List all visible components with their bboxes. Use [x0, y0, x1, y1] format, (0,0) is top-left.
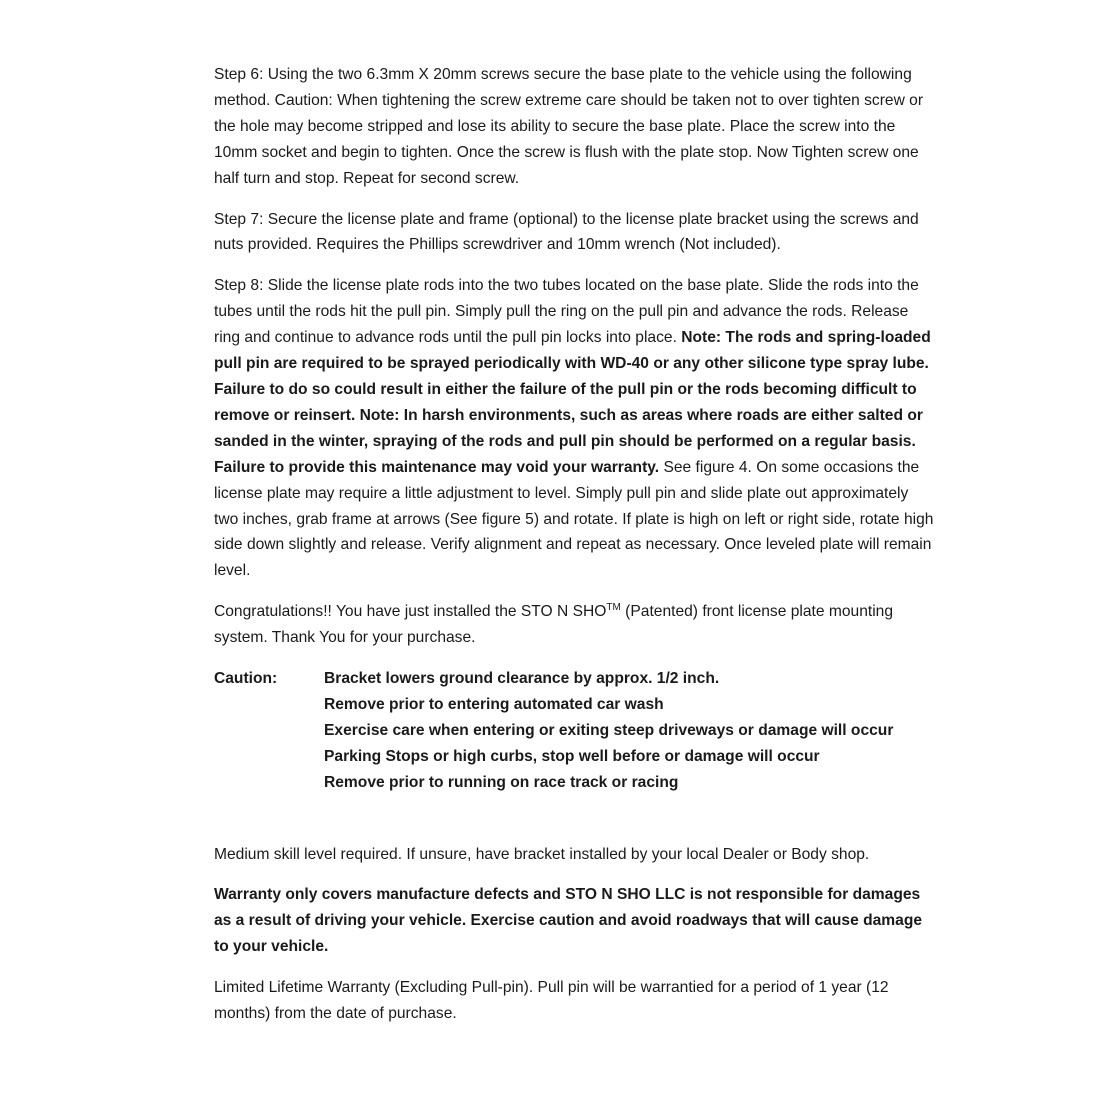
congrats-text-end: (Patented) front license plate mounting system. Thank You for your purchase.: [214, 603, 894, 647]
caution-item: Parking Stops or high curbs, stop well before or damage will occur: [324, 747, 820, 765]
step-8-maintenance-note: Note: The rods and spring-loaded pull pin are required to be sprayed periodically with WD-40 or any other silicone type spray lube. Failure to do so could result in either the failure of the pull pin or the rods becoming difficult to remove or reinsert. Note: In harsh environments, such as areas where roads are either salted or sanded in the winter, spraying of the rods and pull pin should be performed on a regular basis. Failure to provide this maintenance may void your warranty.: [214, 329, 931, 476]
step-8-adjustment-text: See figure 4. On some occasions the license plate may require a little adjustment to level. Simply pull pin and slide plate out approximately two inches, grab frame at arrows (See figure 5) and rotate. If plate is high on left or right side, rotate high side down slightly and release. Verify alignment and repeat as necessary. Once leveled plate will remain level.: [214, 458, 934, 580]
step-6-paragraph: Step 6: Using the two 6.3mm X 20mm screws secure the base plate to the vehicle using the following method. Caution: When tightening the screw extreme care should be taken not to over tighten screw or the hole may become stripped and lose its ability to secure the base plate. Place the screw into the 10mm socket and begin to tighten. Once the screw is flush with the plate stop. Now Tighten screw one half turn and stop. Repeat for second screw.: [214, 66, 924, 187]
step-8-paragraph: [214, 273, 934, 584]
caution-item: Bracket lowers ground clearance by approx. 1/2 inch.: [324, 670, 720, 688]
warranty-disclaimer-paragraph: Warranty only covers manufacture defects and STO N SHO LLC is not responsible for damages as a result of driving your vehicle. Exercise caution and avoid roadways that will cause damage to your vehicle.: [214, 886, 923, 956]
congrats-text-start: Congratulations!! You have just installed the STO N SHO: [214, 603, 607, 621]
caution-label: Caution:: [214, 670, 278, 688]
instruction-page: [214, 62, 934, 1042]
step-7-paragraph: Step 7: Secure the license plate and frame (optional) to the license plate bracket using the screws and nuts provided. Requires the Phillips screwdriver and 10mm wrench (Not included).: [214, 210, 919, 254]
caution-item: Remove prior to entering automated car wash: [324, 695, 664, 713]
caution-block: [214, 666, 934, 796]
trademark-symbol: TM: [606, 602, 621, 614]
skill-level-paragraph: Medium skill level required. If unsure, have bracket installed by your local Dealer or Body shop.: [214, 845, 870, 863]
step-8-intro: Step 8: Slide the license plate rods into the two tubes located on the base plate. Slide the rods into the tubes until the rods hit the pull pin. Simply pull the ring on the pull pin and advance the rods. Release ring and continue to advance rods until the pull pin locks into place.: [214, 277, 919, 347]
caution-item: Exercise care when entering or exiting steep driveways or damage will occur: [324, 721, 894, 739]
limited-warranty-paragraph: Limited Lifetime Warranty (Excluding Pull-pin). Pull pin will be warrantied for a period of 1 year (12 months) from the date of purchase.: [214, 979, 889, 1023]
congratulations-paragraph: [214, 599, 934, 651]
caution-item: Remove prior to running on race track or racing: [324, 773, 679, 791]
caution-list: [324, 666, 893, 796]
